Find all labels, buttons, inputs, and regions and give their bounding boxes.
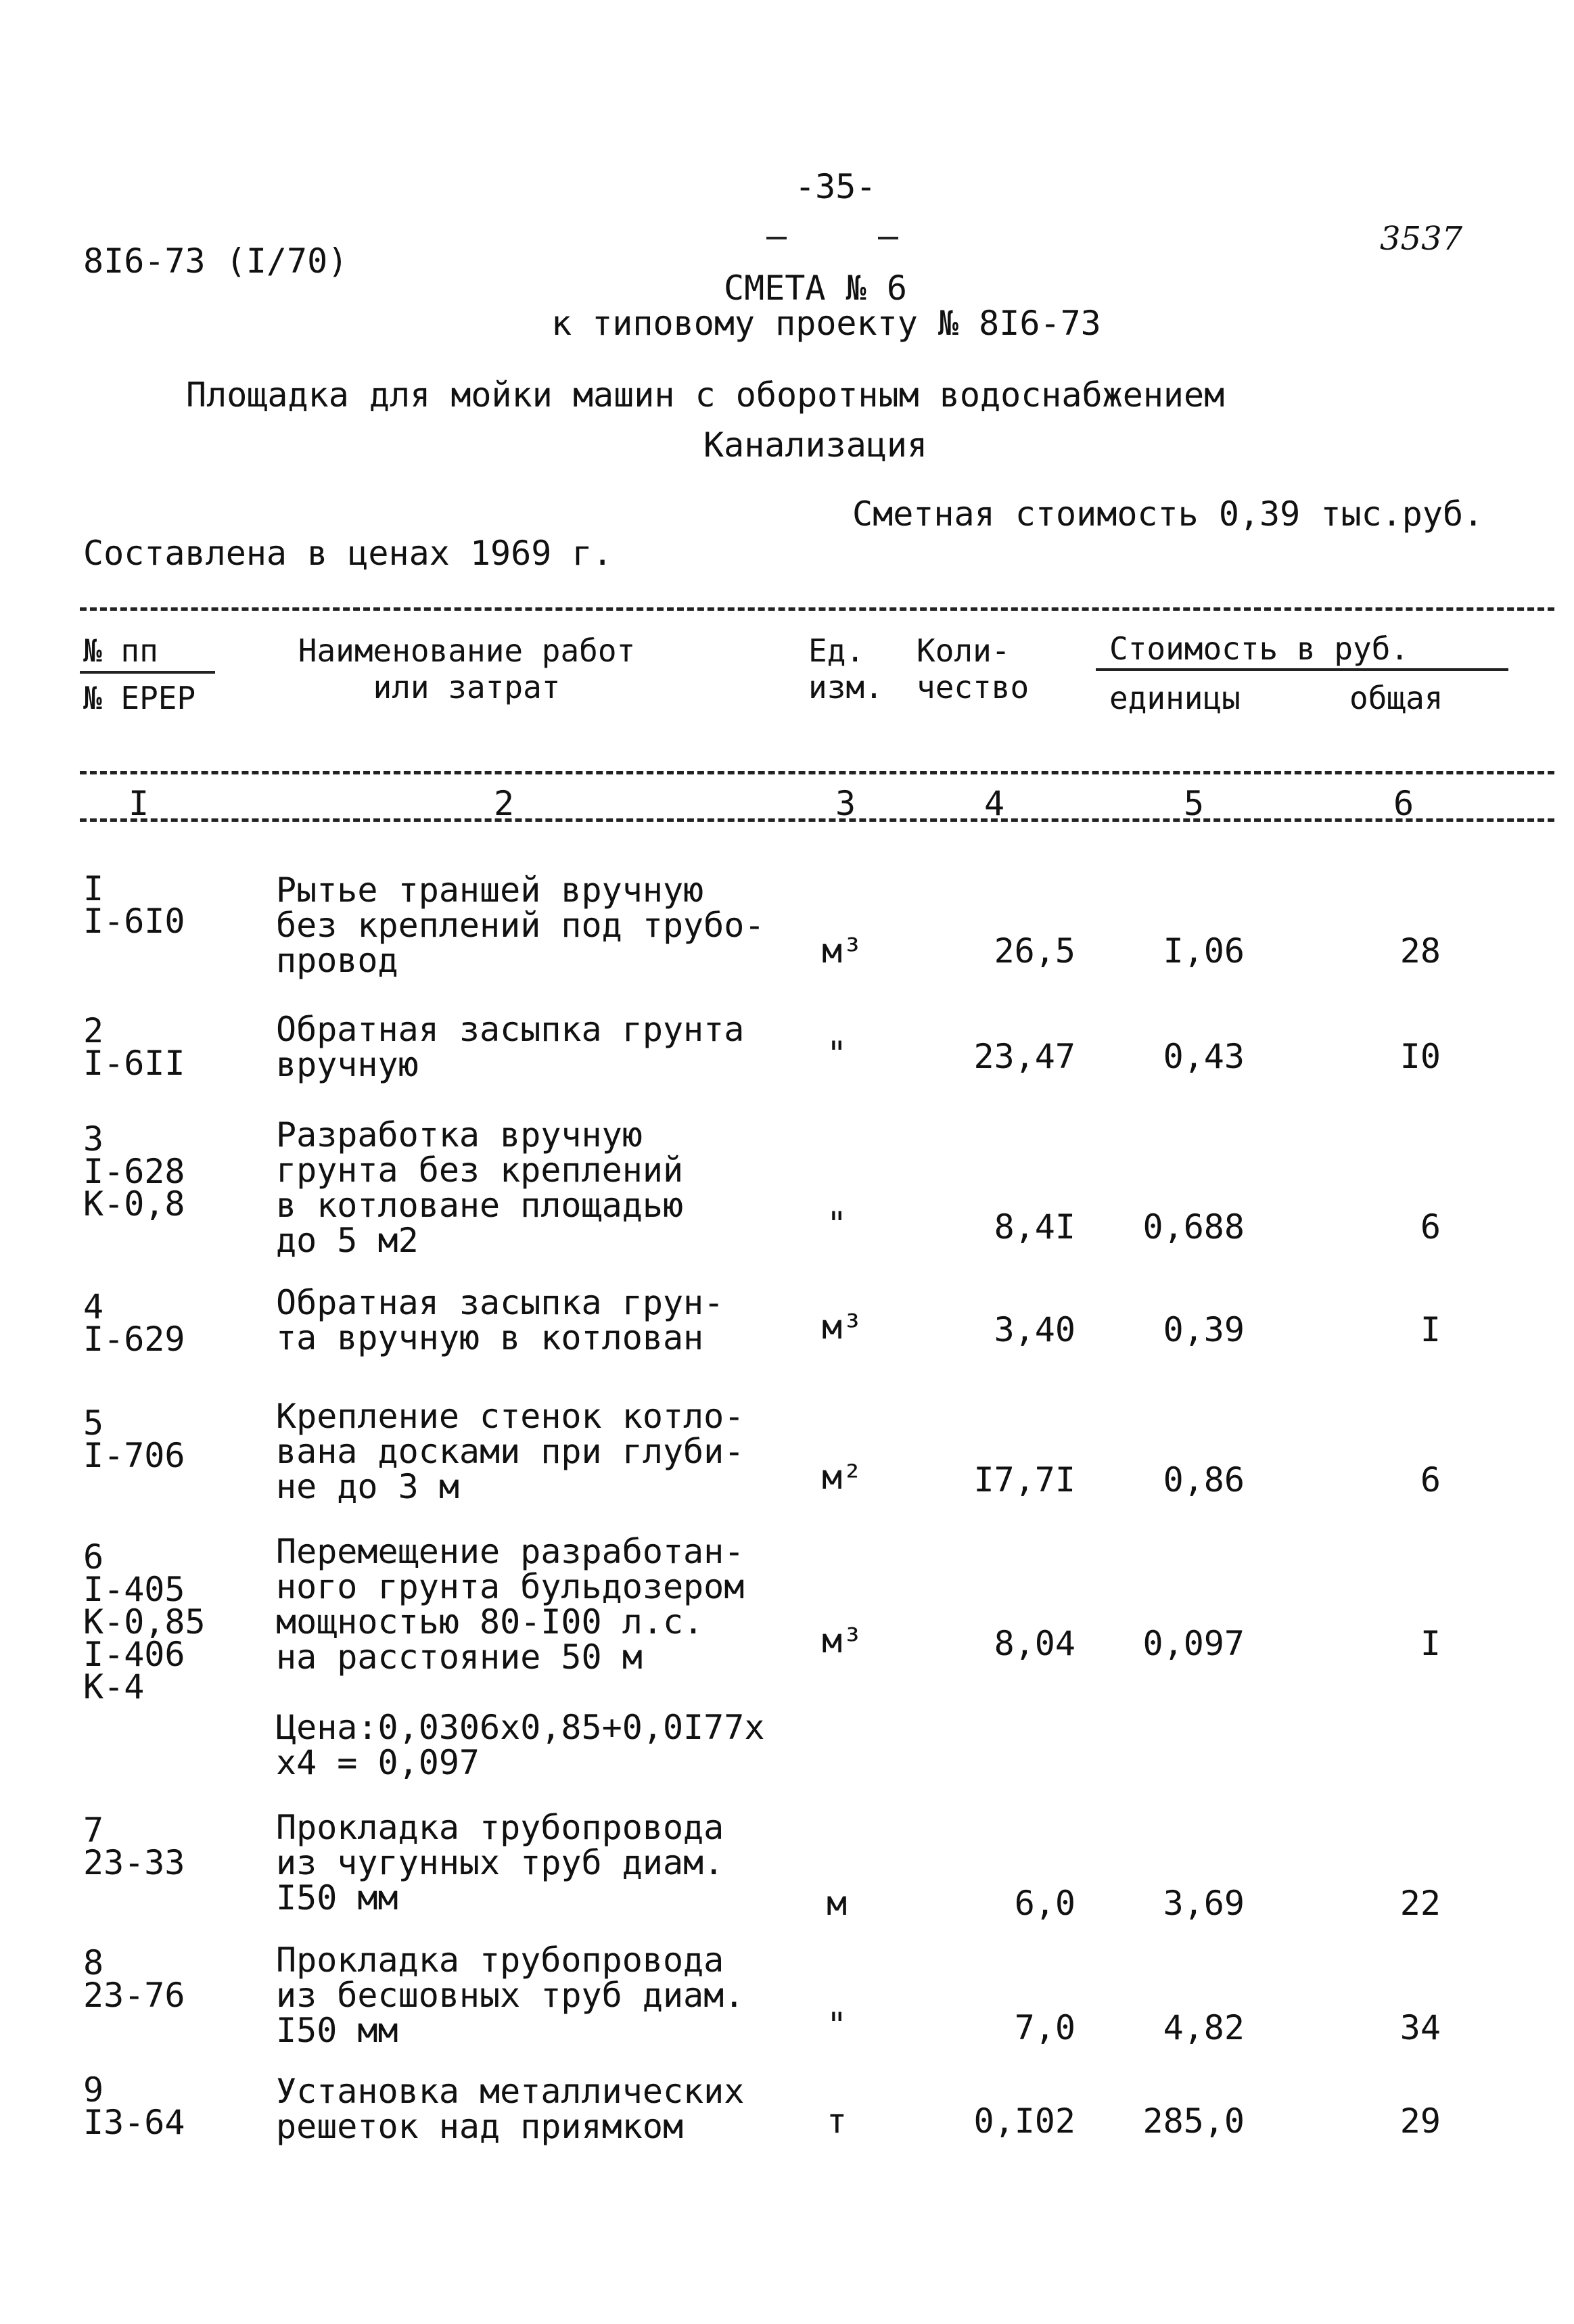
row-total: 29 <box>1399 2101 1441 2141</box>
row-total: 6 <box>1420 1207 1441 1247</box>
col-number-3: 3 <box>835 784 856 823</box>
header-col4: Коли- чество <box>917 632 1029 705</box>
row-code: 7 23-33 <box>83 1811 185 1882</box>
header-col6: общая <box>1349 680 1443 716</box>
row-qty: 0,I02 <box>973 2101 1075 2141</box>
row-name: Крепление стенок котло- вана досками при глуби- не до 3 м <box>276 1397 745 1506</box>
row-unit: т <box>827 2101 848 2141</box>
row-qty: 3,40 <box>994 1310 1075 1349</box>
row-code: 9 I3-64 <box>83 2070 185 2142</box>
estimated-cost: Сметная стоимость 0,39 тыс.руб. <box>852 494 1484 534</box>
row-code: 3 I-628 К-0,8 <box>83 1119 185 1224</box>
header-col1-a: № пп <box>83 632 158 669</box>
row-qty: 8,4I <box>994 1207 1075 1247</box>
row-unit: м³ <box>822 1307 863 1347</box>
row-qty: 23,47 <box>973 1037 1075 1076</box>
row-total: 28 <box>1399 931 1441 971</box>
header-col2: Наименование работ или затрат <box>298 632 636 705</box>
row-total: I0 <box>1399 1037 1441 1076</box>
row-price: 3,69 <box>1163 1884 1245 1923</box>
row-qty: 26,5 <box>994 931 1075 971</box>
row-name: Прокладка трубопровода из бесшовных труб диам. I50 мм <box>276 1940 745 2050</box>
heading-tick-right <box>878 237 898 239</box>
row-unit: м³ <box>822 931 863 971</box>
page-number: -35- <box>795 167 877 206</box>
heading-tick-left <box>766 237 787 239</box>
row-unit: м² <box>822 1458 863 1497</box>
row-qty: I7,7I <box>973 1460 1075 1500</box>
row-unit: " <box>827 1205 848 1244</box>
row-price: 0,097 <box>1142 1624 1245 1663</box>
document-title: СМЕТА № 6 <box>724 269 907 308</box>
row-price: I,06 <box>1163 931 1245 971</box>
row-price: 0,43 <box>1163 1037 1245 1076</box>
col-number-rule <box>80 818 1554 822</box>
row-price: 4,82 <box>1163 2008 1245 2047</box>
col-number-5: 5 <box>1184 784 1205 823</box>
row-total: I <box>1420 1624 1441 1663</box>
row-qty: 7,0 <box>1014 2008 1075 2047</box>
row-name: Установка металлических решеток над приямком <box>276 2072 745 2146</box>
row-name: Рытье траншей вручную без креплений под трубо- провод <box>276 870 765 980</box>
price-calculation-note: Цена:0,0306х0,85+0,0I77х х4 = 0,097 <box>276 1708 765 1782</box>
row-code: 4 I-629 <box>83 1287 185 1359</box>
row-price: 285,0 <box>1142 2101 1245 2141</box>
archive-number: 3537 <box>1380 220 1463 258</box>
row-name: Разработка вручную грунта без креплений в котловане площадью до 5 м2 <box>276 1115 684 1260</box>
header-mid-rule <box>80 771 1554 774</box>
row-unit: " <box>827 2005 848 2045</box>
header-col5: единицы <box>1109 680 1241 716</box>
row-name: Обратная засыпка грунта вручную <box>276 1010 745 1084</box>
header-cost-underline <box>1096 668 1508 671</box>
header-col1-underline <box>80 671 215 674</box>
col-number-6: 6 <box>1393 784 1414 823</box>
section-name: Канализация <box>703 425 928 465</box>
row-name: Прокладка трубопровода из чугунных труб диам. I50 мм <box>276 1808 724 1918</box>
row-total: I <box>1420 1310 1441 1349</box>
row-code: 5 I-706 <box>83 1403 185 1475</box>
row-price: 0,688 <box>1142 1207 1245 1247</box>
row-unit: м <box>827 1884 848 1923</box>
prices-year: Составлена в ценах 1969 г. <box>83 534 613 573</box>
header-col3: Ед. изм. <box>808 632 883 705</box>
row-qty: 8,04 <box>994 1624 1075 1663</box>
row-price: 0,86 <box>1163 1460 1245 1500</box>
col-number-4: 4 <box>984 784 1005 823</box>
document-subtitle: к типовому проекту № 8I6-73 <box>551 304 1101 343</box>
row-name: Перемещение разработан- ного грунта бульдозером мощностью 80-I00 л.с. на расстояние 50 м <box>276 1532 745 1677</box>
object-name: Площадка для мойки машин с оборотным водоснабжением <box>186 375 1225 415</box>
doc-code: 8I6-73 (I/70) <box>83 241 348 281</box>
row-total: 34 <box>1399 2008 1441 2047</box>
row-code: 6 I-405 К-0,85 I-406 К-4 <box>83 1537 206 1706</box>
header-col1-b: № ЕРЕР <box>83 680 196 716</box>
row-total: 6 <box>1420 1460 1441 1500</box>
row-code: 2 I-6II <box>83 1011 185 1083</box>
header-cost-group: Стоимость в руб. <box>1109 630 1410 667</box>
header-top-rule <box>80 607 1554 611</box>
row-code: 8 23-76 <box>83 1943 185 2015</box>
row-total: 22 <box>1399 1884 1441 1923</box>
row-name: Обратная засыпка грун- та вручную в котлован <box>276 1283 724 1357</box>
row-price: 0,39 <box>1163 1310 1245 1349</box>
col-number-1: I <box>129 784 149 823</box>
row-unit: м³ <box>822 1621 863 1660</box>
row-code: I I-6I0 <box>83 869 185 941</box>
row-unit: " <box>827 1034 848 1073</box>
row-qty: 6,0 <box>1014 1884 1075 1923</box>
col-number-2: 2 <box>494 784 515 823</box>
